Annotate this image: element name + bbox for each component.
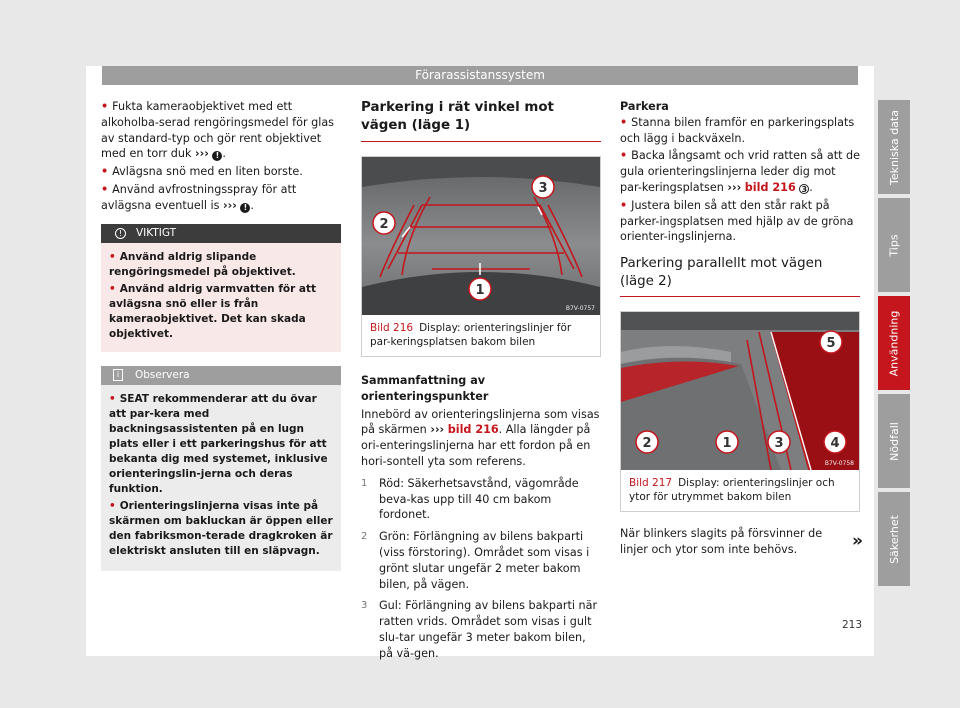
callout-3: 3 — [538, 181, 548, 196]
tab-nodfall[interactable]: Nödfall — [878, 394, 910, 488]
column-3 — [620, 99, 860, 558]
callout-1: 1 — [475, 283, 485, 298]
figure-link[interactable]: bild 216 — [447, 423, 499, 437]
note-header: i Observera — [101, 366, 341, 385]
closing-text: När blinkers slagits på försvinner de linjer och ytor som inte behövs. — [620, 527, 823, 556]
bullet-item: • Stanna bilen framför en parkeringsplats och lägg i backväxeln. — [620, 115, 855, 145]
tab-tekniska-data[interactable]: Tekniska data — [878, 100, 910, 194]
callout-1: 1 — [722, 436, 732, 452]
figure-caption: Bild 216 Display: orienteringslinjer för par-keringsplatsen bakom bilen — [370, 322, 572, 348]
warning-item: • Använd aldrig varmvatten för att avlägsna snö eller is från kameraobjektivet. Det kan skada objektivet. — [109, 282, 317, 340]
warning-icon: ! — [115, 228, 126, 239]
bullet-item: • Använd avfrostningsspray för att avlägsna eventuell is ››› ! . — [101, 182, 297, 212]
warning-item: • Använd aldrig slipande rengöringsmedel på objektivet. — [109, 250, 296, 278]
column-2 — [361, 99, 601, 662]
warning-box — [101, 224, 341, 352]
list-item: 2 Grön: Förlängning av bilens bakparti (viss förstoring). Området som visas i grönt slutar ungefär 2 meter bakom bilen, på vägen. — [361, 530, 590, 591]
info-icon: i — [113, 369, 123, 381]
tab-tips[interactable]: Tips — [878, 198, 910, 292]
figure-216 — [361, 156, 601, 357]
list-item: 1 Röd: Säkerhetsavstånd, vägområde beva-kas upp till 40 cm bakom fordonet. — [361, 476, 579, 522]
bullet-item: • Avlägsna snö med en liten borste. — [101, 165, 303, 179]
callout-2: 2 — [379, 217, 389, 232]
section-title: Parkering parallellt mot vägen (läge 2) — [620, 255, 860, 297]
summary-title: Sammanfattning av orienteringspunkter — [361, 374, 489, 403]
warning-header: ! VIKTIGT — [101, 224, 341, 243]
chapter-header: Förarassistanssystem — [102, 66, 858, 85]
page-number: 213 — [842, 619, 863, 631]
figure-link[interactable]: bild 216 — [744, 180, 796, 194]
bullet-item: • Fukta kameraobjektivet med ett alkoholba-serad rengöringsmedel för glas av standard-typ och gör rent objektivet med en torr duk ››› ! . — [101, 100, 335, 161]
figure-217 — [620, 311, 860, 512]
tab-anvandning[interactable]: Användning — [878, 296, 910, 390]
note-item: • Orienteringslinjerna visas inte på skärmen om bakluckan är öppen eller den fabriksmon-terade dragkroken är elektriskt ansluten till en släpvagn. — [109, 499, 333, 557]
callout-2: 2 — [642, 436, 652, 452]
note-box — [101, 366, 341, 571]
continue-arrow-icon: » — [852, 531, 863, 551]
figure-caption: Bild 217 Display: orienteringslinjer och ytor för utrymmet bakom bilen — [629, 477, 835, 504]
bullet-item: • Backa långsamt och vrid ratten så att de gula orienteringslinjerna leder dig mot par-keringsplatsen ››› bild 216 3 . — [620, 149, 861, 194]
note-item: • SEAT rekommenderar att du övar att par-kera med backningsassistenten på en lugn plats eller i ett parkeringshus för att bekanta dig med systemet, inklusive orienteringslin-jerna och deras funktion. — [109, 392, 328, 495]
callout-4: 4 — [830, 436, 840, 452]
list-item: 3 Gul: Förlängning av bilens bakparti när ratten vrids. Området som visas i gult slu-tar ungefär 3 meter bakom bilen, på vä-gen. — [361, 599, 598, 660]
tab-sakerhet[interactable]: Säkerhet — [878, 492, 910, 586]
warning-icon: ! — [212, 151, 222, 161]
figure-code: B7V-0757 — [565, 305, 595, 312]
section-title: Parkering i rät vinkel mot vägen (läge 1) — [361, 99, 601, 142]
callout-3: 3 — [774, 436, 784, 452]
camera-display-image — [362, 157, 600, 315]
column-1 — [101, 99, 341, 571]
callout-5: 5 — [826, 336, 836, 352]
summary-intro: Innebörd av orienteringslinjerna som visas på skärmen ››› bild 216. Alla längder på ori-enteringslinjerna har ett fordon på en hori-sontell yta som referens. — [361, 407, 600, 468]
parkera-title: Parkera — [620, 100, 669, 113]
warning-icon: ! — [240, 203, 250, 213]
figure-code: B7V-0758 — [824, 460, 854, 468]
bullet-item: • Justera bilen så att den står rakt på parker-ingsplatsen med hjälp av de gröna orienter-ingslinjerna. — [620, 198, 854, 244]
camera-display-image — [621, 312, 859, 470]
